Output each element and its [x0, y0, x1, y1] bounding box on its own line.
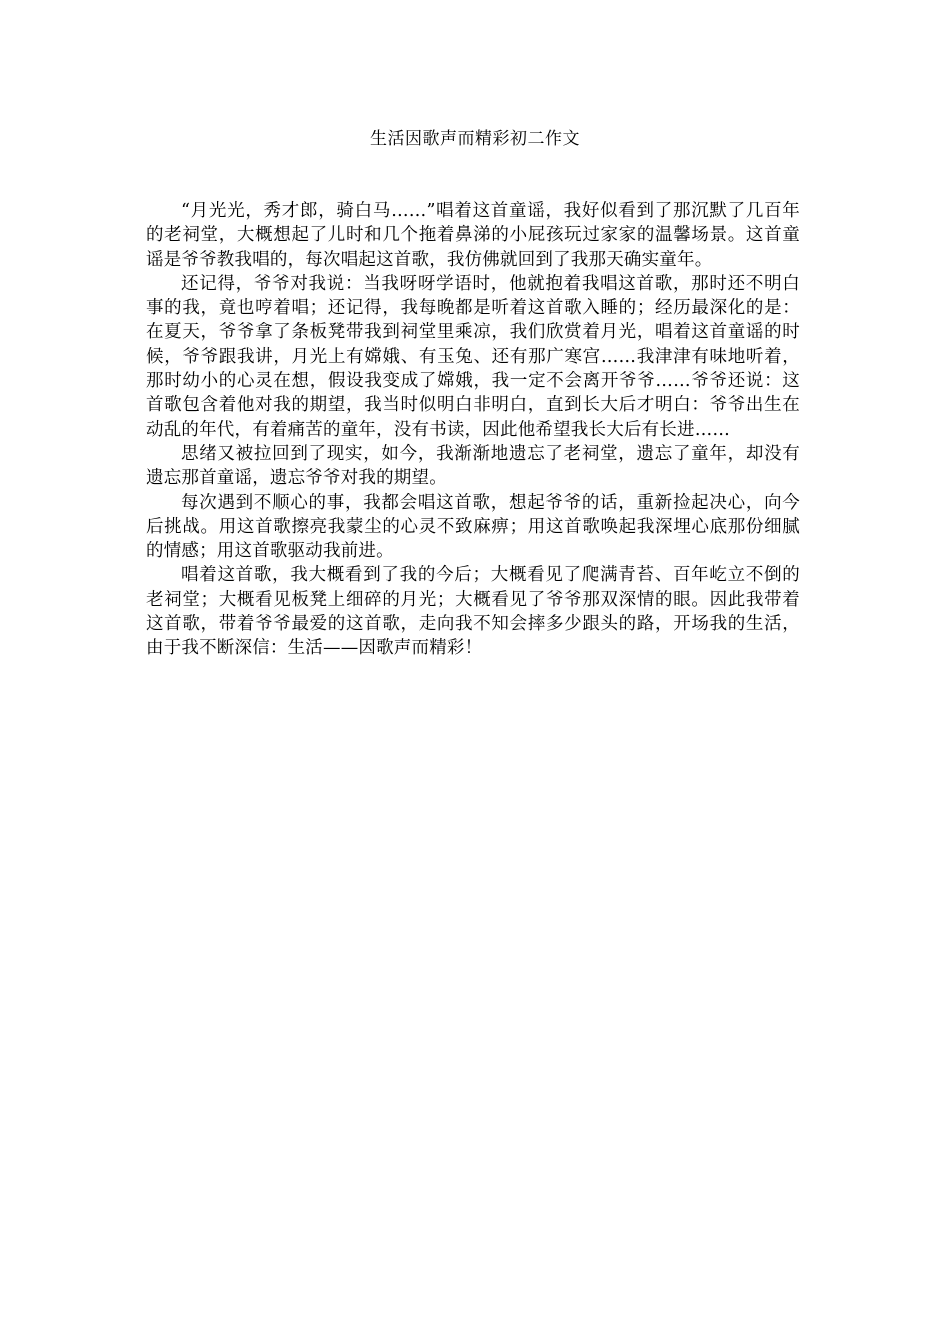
paragraph: 还记得，爷爷对我说：当我呀呀学语时，他就抱着我唱这首歌，那时还不明白事的我，竟也哼着唱；还记得，我每晚都是听着这首歌入睡的；经历最深化的是：在夏天，爷爷拿了条板凳带我到祠堂里乘凉，我们欣赏着月光，唱着这首童谣的时候，爷爷跟我讲，月光上有嫦娥、有玉兔、还有那广寒宫……我津津有味地听着，那时幼小的心灵在想，假设我变成了嫦娥，我一定不会离开爷爷……爷爷还说：这首歌包含着他对我的期望，我当时似明白非明白，直到长大后才明白：爷爷出生在动乱的年代，有着痛苦的童年，没有书读，因此他希望我长大后有长进……	[146, 273, 800, 440]
paragraph: 唱着这首歌，我大概看到了我的今后；大概看见了爬满青苔、百年屹立不倒的老祠堂；大概看见板凳上细碎的月光；大概看见了爷爷那双深情的眼。因此我带着这首歌，带着爷爷最爱的这首歌，走向我不知会摔多少跟头的路，开场我的生活，由于我不断深信：生活——因歌声而精彩！	[146, 565, 800, 659]
paragraph: 每次遇到不顺心的事，我都会唱这首歌，想起爷爷的话，重新捡起决心，向今后挑战。用这首歌擦亮我蒙尘的心灵不致麻痹；用这首歌唤起我深埋心底那份细腻的情感；用这首歌驱动我前进。	[146, 492, 800, 562]
paragraph: 思绪又被拉回到了现实，如今，我渐渐地遗忘了老祠堂，遗忘了童年，却没有遗忘那首童谣，遗忘爷爷对我的期望。	[146, 443, 800, 489]
paragraph: “月光光，秀才郎，骑白马……”唱着这首童谣，我好似看到了那沉默了几百年的老祠堂，大概想起了儿时和几个拖着鼻涕的小屁孩玩过家家的温馨场景。这首童谣是爷爷教我唱的，每次唱起这首歌，我仿佛就回到了我那天确实童年。	[146, 201, 800, 270]
document-body	[146, 199, 800, 661]
document-title: 生活因歌声而精彩初二作文	[370, 129, 580, 149]
